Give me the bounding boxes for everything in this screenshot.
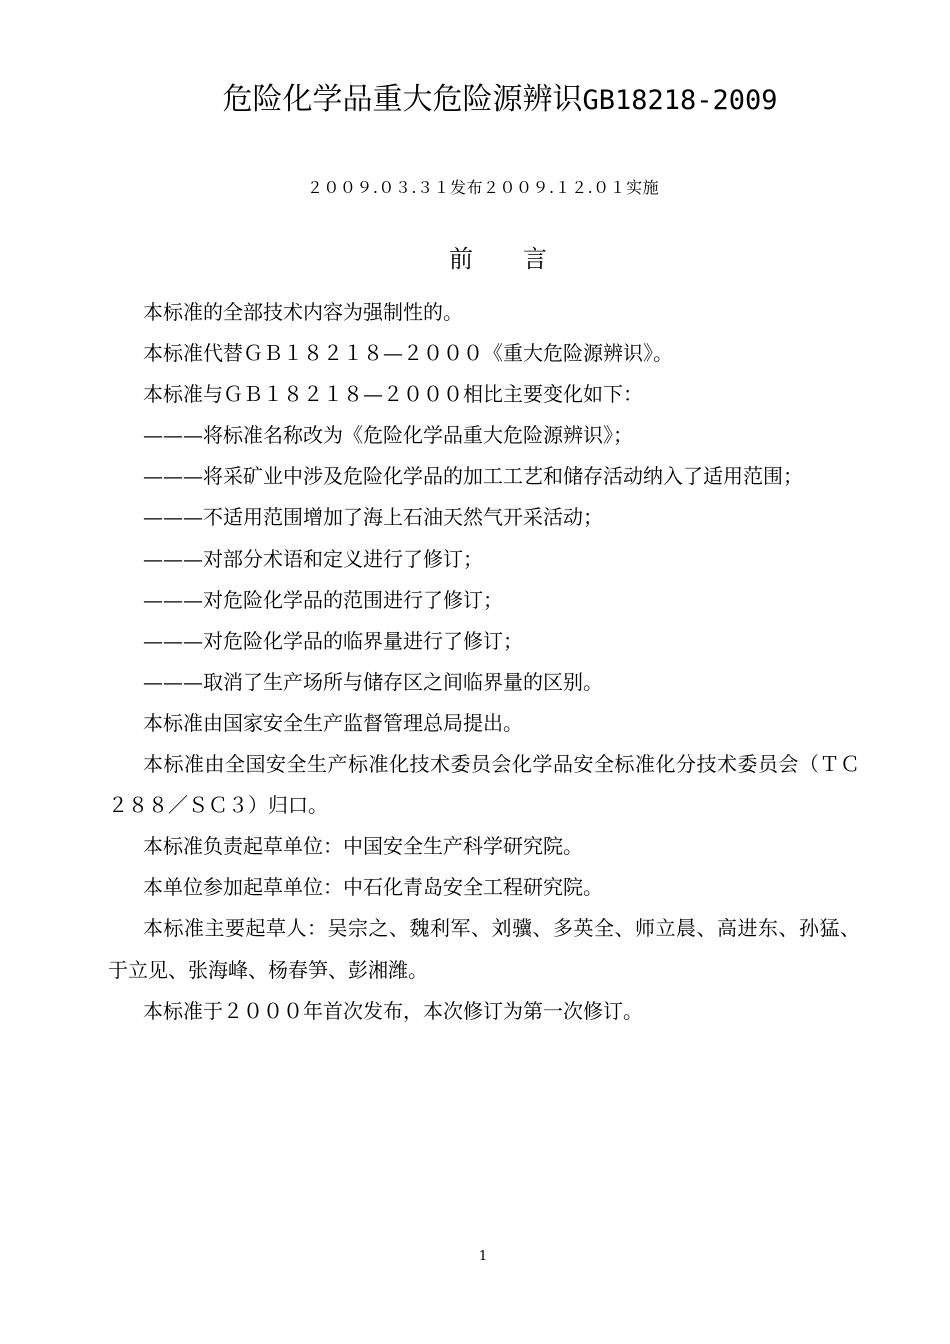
paragraph: 本标准的全部技术内容为强制性的。 (143, 300, 463, 324)
publish-effective-dates: ２００９.０３.３１发布２００９.１２.０１实施 (306, 178, 660, 197)
list-item: ———取消了生产场所与储存区之间临界量的区别。 (143, 669, 603, 694)
paragraph: 本标准于２０００年首次发布，本次修订为第一次修订。 (143, 998, 643, 1023)
paragraph: 本标准代替ＧＢ１８２１８—２０００《重大危险源辨识》。 (143, 341, 673, 366)
foreword-heading: 前言 (449, 245, 597, 273)
standard-code: GB18218-2009 (582, 85, 778, 116)
page-number: 1 (478, 1249, 488, 1264)
list-item: ———将标准名称改为《危险化学品重大危险源辨识》； (143, 423, 633, 448)
foreword-body (108, 292, 860, 1032)
list-item: ———对部分术语和定义进行了修订； (143, 546, 483, 571)
paragraph: 本标准负责起草单位：中国安全生产科学研究院。 (143, 834, 583, 859)
paragraph: 本标准主要起草人：吴宗之、魏利军、刘骥、多英全、师立晨、高进东、孙猛、于立见、张海峰、杨春笋、彭湘潍。 (108, 916, 860, 982)
list-item: ———不适用范围增加了海上石油天然气开采活动； (143, 505, 603, 530)
list-item: ———将采矿业中涉及危险化学品的加工工艺和储存活动纳入了适用范围； (143, 464, 803, 489)
paragraph: 本标准与ＧＢ１８２１８—２０００相比主要变化如下： (143, 382, 643, 407)
paragraph: 本标准由全国安全生产标准化技术委员会化学品安全标准化分技术委员会（ＴＣ２８８／ＳＣ３）归口。 (108, 752, 860, 818)
list-item: ———对危险化学品的范围进行了修订； (143, 587, 503, 612)
document-title (0, 80, 950, 121)
paragraph: 本标准由国家安全生产监督管理总局提出。 (143, 710, 523, 735)
document-title-text: 危险化学品重大危险源辨识 (222, 82, 583, 117)
list-item: ———对危险化学品的临界量进行了修订； (143, 628, 523, 653)
paragraph: 本单位参加起草单位：中石化青岛安全工程研究院。 (143, 875, 603, 900)
